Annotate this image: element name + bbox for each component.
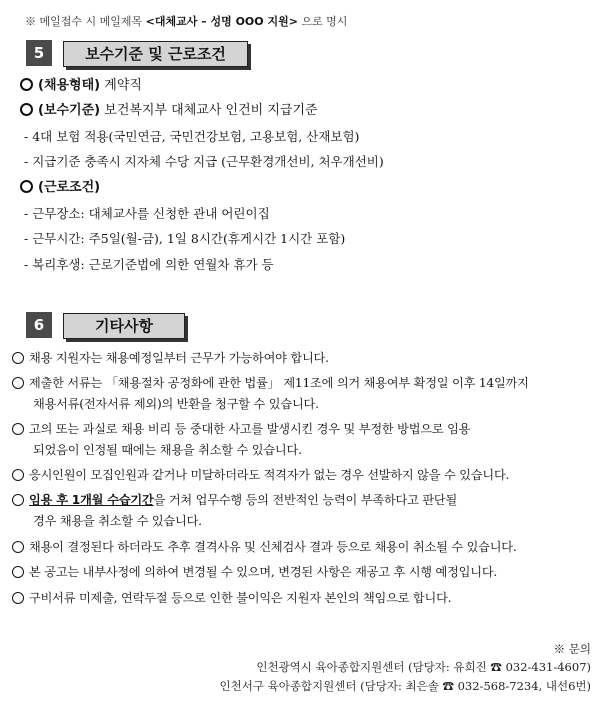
other-item-2 [12,375,529,391]
pay-sub-allowance: - 지급기준 충족시 지자체 수당 지급 (근무환경개선비, 처우개선비) [24,154,384,169]
section5-number: 5 [26,40,52,66]
circle-bullet-icon [20,78,33,91]
circle-bullet-icon [20,103,33,116]
other-item-3-text-a: 고의 또는 과실로 채용 비리 등 중대한 사고를 발생시킨 경우 및 부정한 방법으로 임용 [29,422,471,436]
note-prefix: ※ 메일접수 시 메일제목 [25,15,143,28]
email-subject-note [25,13,347,29]
circle-bullet-icon [12,377,24,389]
section5-title: 보수기준 및 근로조건 [63,41,248,67]
circle-bullet-icon [20,180,33,193]
circle-bullet-icon [12,566,24,578]
other-item-3-cont: 되었음이 인정될 때에는 채용을 취소할 수 있습니다. [33,443,302,457]
contact-header: ※ 문의 [553,642,591,656]
employment-type-value: 계약직 [100,78,142,93]
other-item-2-text-a: 제출한 서류는 「채용절차 공정화에 관한 법률」 제11조에 의거 채용여부 확정일 이후 14일까지 [29,376,529,390]
contact-line-2: 인천서구 육아종합지원센터 (담당자: 최은솔 ☎ 032-568-7234, 내선6번) [219,679,591,693]
other-item-5-text-a: 을 거쳐 업무수행 등의 전반적인 능력이 부족하다고 판단될 [153,493,458,507]
other-item-7 [12,564,497,580]
circle-bullet-icon [12,541,24,553]
work-place: - 근무장소: 대체교사를 신청한 관내 어린이집 [24,206,270,221]
other-item-8-text: 구비서류 미제출, 연락두절 등으로 인한 불이익은 지원자 본인의 책임으로 합니다. [29,591,452,605]
note-suffix: 으로 명시 [301,15,348,28]
other-item-1 [12,350,329,366]
other-item-2-cont: 채용서류(전자서류 제외)의 반환을 청구할 수 있습니다. [33,397,319,411]
section6-title: 기타사항 [63,313,185,339]
pay-standard-row [20,103,318,119]
pay-sub-insurance: - 4대 보험 적용(국민연금, 국민건강보험, 고용보험, 산재보험) [24,129,360,144]
circle-bullet-icon [12,423,24,435]
pay-standard-value: 보건복지부 대체교사 인건비 지급기준 [100,103,318,118]
other-item-5 [12,492,457,508]
pay-standard-label: (보수기준) [38,103,101,118]
work-hours: - 근무시간: 주5일(월-금), 1일 8시간(휴게시간 1시간 포함) [24,231,346,246]
circle-bullet-icon [12,494,24,506]
other-item-7-text: 본 공고는 내부사정에 의하여 변경될 수 있으며, 변경된 사항은 재공고 후 시행 예정입니다. [29,565,498,579]
other-item-8 [12,590,451,606]
circle-bullet-icon [12,352,24,364]
work-conditions-row [20,180,100,196]
other-item-4-text: 응시인원이 모집인원과 같거나 미달하더라도 적격자가 없는 경우 선발하지 않을 수 있습니다. [29,468,510,482]
other-item-4 [12,467,509,483]
circle-bullet-icon [12,469,24,481]
employment-type-row [20,78,142,94]
other-item-5-cont: 경우 채용을 취소할 수 있습니다. [33,514,202,528]
other-item-6 [12,539,517,555]
circle-bullet-icon [12,592,24,604]
work-conditions-label: (근로조건) [38,180,101,195]
section6-number: 6 [26,312,52,338]
contact-line-1: 인천광역시 육아종합지원센터 (담당자: 유희진 ☎ 032-431-4607) [256,660,591,674]
work-benefits: - 복리후생: 근로기준법에 의한 연월차 휴가 등 [24,257,274,272]
other-item-3 [12,421,470,437]
other-item-1-text: 채용 지원자는 채용예정일부터 근무가 가능하여야 합니다. [29,351,329,365]
probation-underlined: 임용 후 1개월 수습기간 [29,493,154,507]
other-item-6-text: 채용이 결정된다 하더라도 추후 결격사유 및 신체검사 결과 등으로 채용이 취소될 수 있습니다. [29,540,517,554]
employment-type-label: (채용형태) [38,78,101,93]
note-subject: <대체교사 – 성명 OOO 지원> [145,15,298,28]
